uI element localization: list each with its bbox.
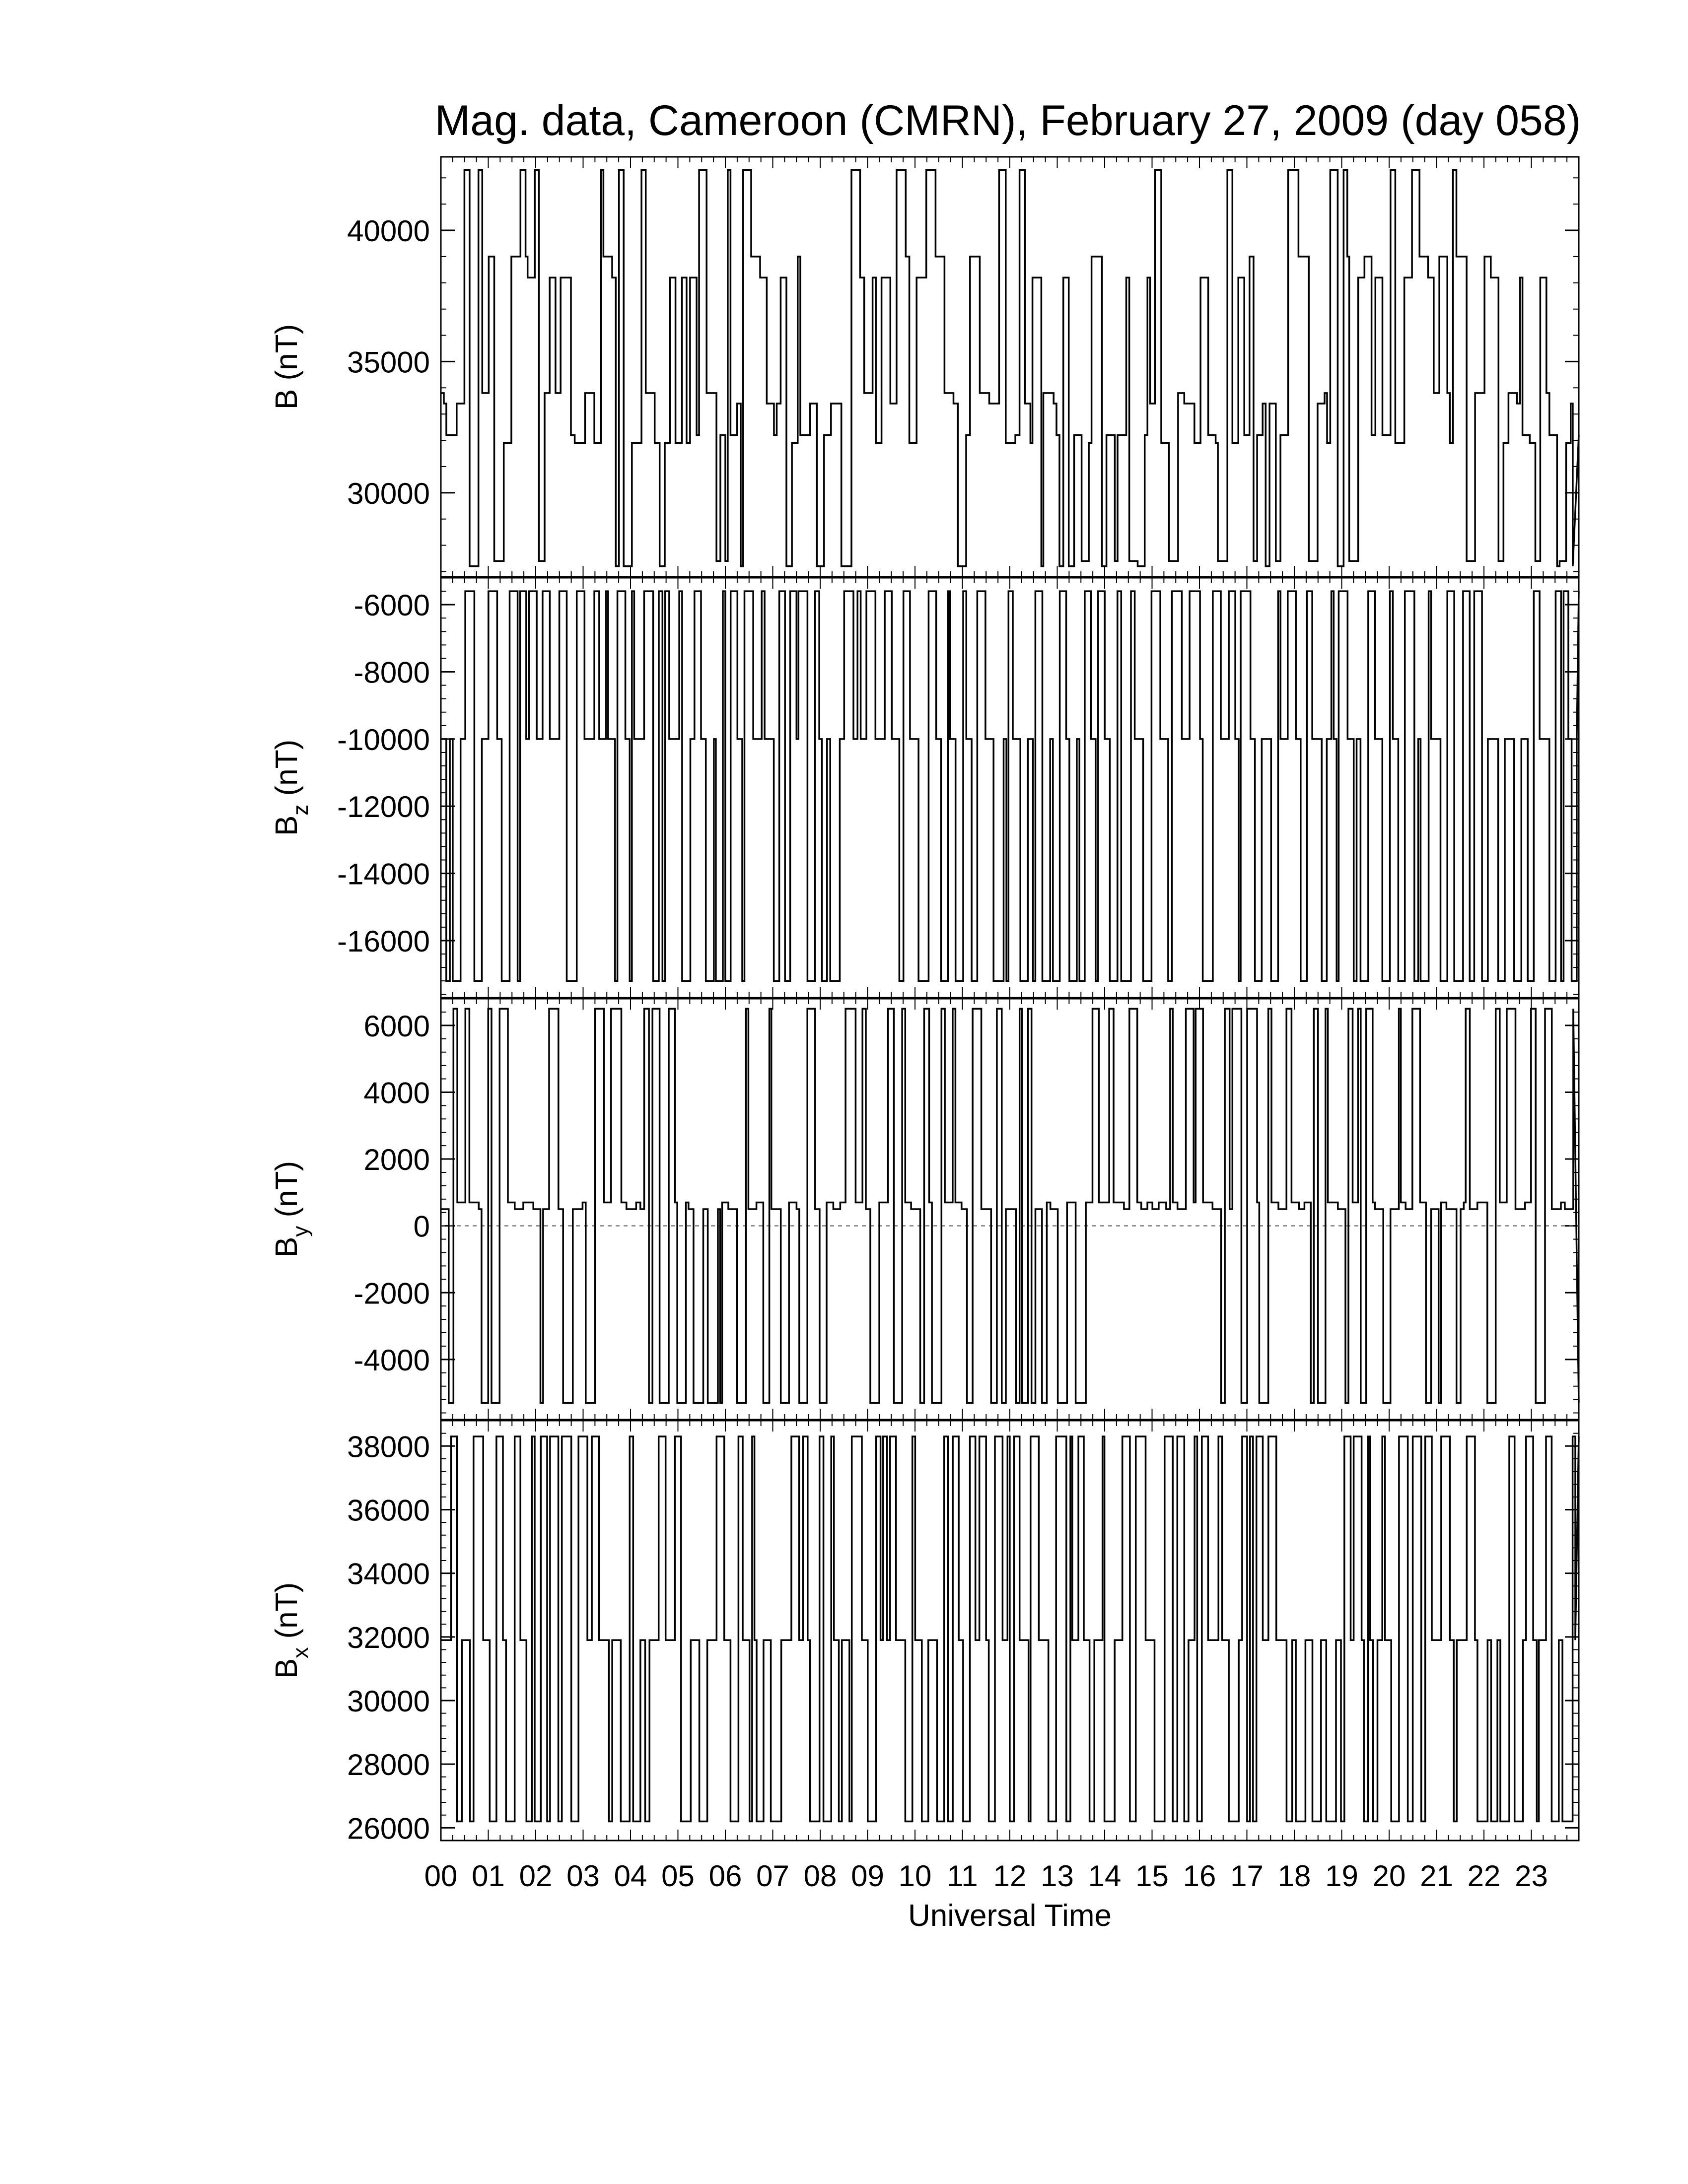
y-tick-label: 34000 [347, 1557, 430, 1591]
y-tick-label: 4000 [363, 1076, 430, 1110]
x-tick-label: 03 [566, 1859, 600, 1893]
x-tick-label: 11 [947, 1859, 978, 1893]
x-tick-label: 10 [898, 1859, 932, 1893]
y-tick-label: 26000 [347, 1812, 430, 1845]
x-tick-label: 18 [1277, 1859, 1311, 1893]
x-tick-label: 09 [851, 1859, 884, 1893]
y-tick-label: -8000 [353, 656, 430, 689]
y-axis-label: $B_x$ (nT) [270, 1582, 313, 1679]
y-tick-label: 0 [413, 1210, 430, 1243]
y-tick-label: -12000 [337, 790, 430, 824]
y-tick-label: 2000 [363, 1143, 430, 1177]
x-axis-label: Universal Time [908, 1899, 1112, 1933]
x-tick-label: 22 [1467, 1859, 1501, 1893]
x-tick-label: 04 [614, 1859, 647, 1893]
x-tick-label: 14 [1088, 1859, 1122, 1893]
x-axis [424, 1859, 1548, 1893]
x-tick-label: 20 [1372, 1859, 1406, 1893]
y-tick-label: 28000 [347, 1748, 430, 1782]
y-tick-label: 30000 [347, 477, 430, 510]
y-tick-label: 40000 [347, 214, 430, 248]
panel-frame [441, 578, 1579, 998]
series-line [441, 1009, 1579, 1403]
panels [270, 157, 1579, 1893]
x-tick-label: 21 [1420, 1859, 1453, 1893]
series-line [441, 1436, 1579, 1822]
y-tick-label: -2000 [353, 1277, 430, 1310]
x-tick-label: 13 [1041, 1859, 1074, 1893]
panel-1 [270, 157, 1579, 577]
x-tick-label: 01 [472, 1859, 505, 1893]
y-axis-label: B (nT) [270, 324, 304, 410]
panel-4 [270, 1421, 1579, 1845]
x-tick-label: 02 [519, 1859, 553, 1893]
x-tick-label: 16 [1183, 1859, 1216, 1893]
y-axis-label: $B_z$ (nT) [270, 739, 313, 836]
series-line [441, 170, 1579, 566]
y-tick-label: -6000 [353, 589, 430, 622]
y-tick-label: 32000 [347, 1621, 430, 1654]
panel-3 [270, 999, 1579, 1420]
x-tick-label: 08 [803, 1859, 837, 1893]
panel-frame [441, 157, 1579, 577]
x-tick-label: 00 [424, 1859, 458, 1893]
chart-title: Mag. data, Cameroon (CMRN), February 27, 2009 (day 058) [434, 97, 1581, 144]
x-tick-label: 15 [1135, 1859, 1169, 1893]
y-tick-label: 36000 [347, 1494, 430, 1527]
x-tick-label: 19 [1325, 1859, 1358, 1893]
x-tick-label: 23 [1515, 1859, 1548, 1893]
x-tick-label: 07 [756, 1859, 789, 1893]
y-tick-label: 6000 [363, 1009, 430, 1043]
x-tick-label: 17 [1230, 1859, 1264, 1893]
x-tick-label: 06 [708, 1859, 742, 1893]
panel-2 [270, 578, 1579, 998]
y-tick-label: -14000 [337, 857, 430, 891]
series-line [441, 591, 1579, 981]
y-tick-label: 38000 [347, 1430, 430, 1464]
y-tick-label: 35000 [347, 345, 430, 379]
y-tick-label: -4000 [353, 1343, 430, 1377]
x-tick-label: 05 [661, 1859, 695, 1893]
y-axis-label: $B_y$ (nT) [270, 1160, 313, 1258]
y-tick-label: -16000 [337, 924, 430, 958]
y-tick-label: -10000 [337, 723, 430, 756]
x-tick-label: 12 [993, 1859, 1027, 1893]
y-tick-label: 30000 [347, 1685, 430, 1718]
